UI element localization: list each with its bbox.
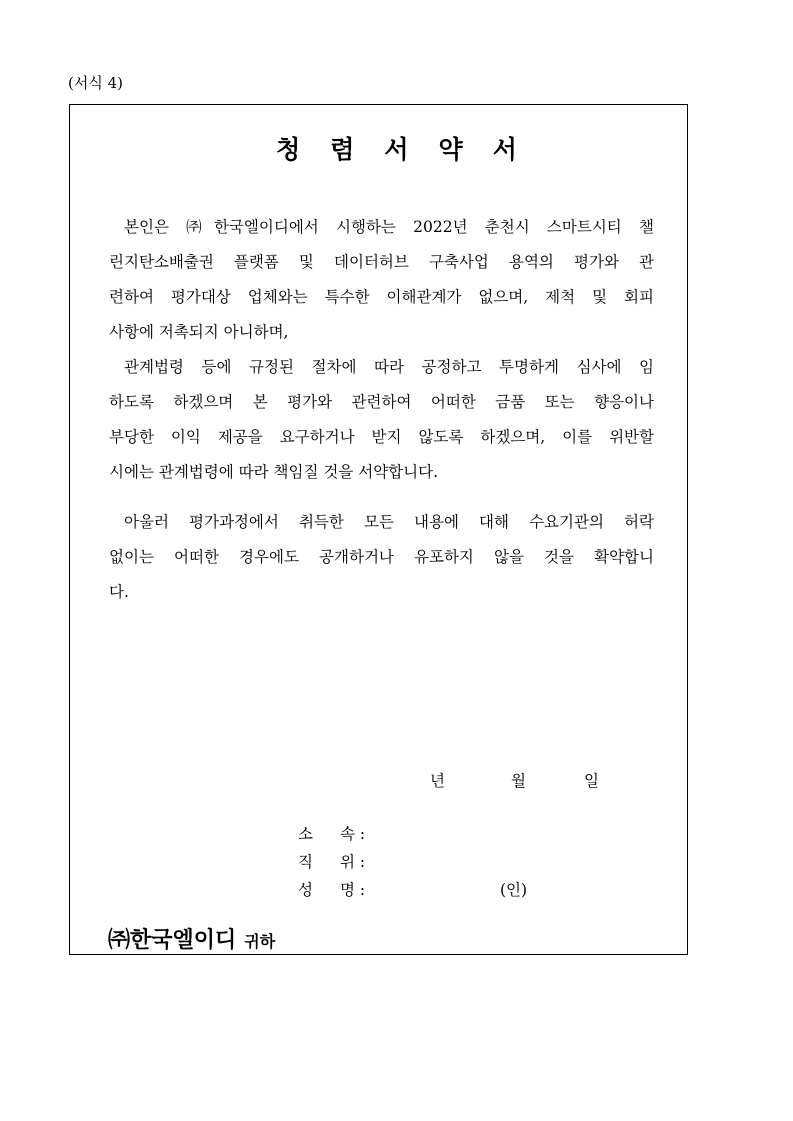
paragraph-line: 하도록 하겠으며 본 평가와 관련하여 어떠한 금품 또는 향응이나 [109, 393, 654, 411]
paragraph-line: 부당한 이익 제공을 요구하거나 받지 않도록 하겠으며, 이를 위반할 [109, 428, 654, 446]
position-label-char: 위 [340, 853, 355, 871]
position-label-char: 직 [298, 853, 313, 871]
addressee-company: ㈜한국엘이디 [108, 928, 237, 953]
affiliation-label-char: 소 [298, 825, 313, 843]
seal-mark: (인) [500, 881, 528, 899]
paragraph-line: 아울러 평가과정에서 취득한 모든 내용에 대해 수요기관의 허락 [124, 513, 654, 531]
paragraph-pledge-fairness [109, 350, 654, 490]
signature-position-row [298, 851, 365, 873]
date-day-label: 일 [584, 772, 599, 790]
paragraph-line: 시에는 관계법령에 따라 책임질 것을 서약합니다. [109, 463, 439, 481]
date-month-label: 월 [511, 772, 526, 790]
affiliation-label-char: 속 [340, 825, 355, 843]
signature-name-row [298, 879, 365, 901]
signature-affiliation-row [298, 823, 365, 845]
form-number: (서식 4) [68, 74, 123, 92]
paragraph-line: 린지탄소배출권 플랫폼 및 데이터허브 구축사업 용역의 평가와 관 [109, 253, 654, 271]
date-year-label: 년 [430, 772, 445, 790]
paragraph-pledge-intro [109, 210, 654, 350]
signature-colon: : [359, 853, 366, 871]
signature-colon: : [359, 825, 366, 843]
paragraph-line: 다. [109, 583, 129, 601]
document-title: 청렴서약서 [276, 135, 547, 164]
signature-colon: : [359, 881, 366, 899]
paragraph-line: 관계법령 등에 규정된 절차에 따라 공정하고 투명하게 심사에 임 [124, 358, 654, 376]
name-label-char: 성 [298, 881, 313, 899]
paragraph-line: 본인은 ㈜한국엘이디에서 시행하는 2022년 춘천시 스마트시티 챌 [124, 218, 654, 236]
paragraph-pledge-confidentiality [109, 505, 654, 610]
name-label-char: 명 [340, 881, 355, 899]
addressee [108, 925, 275, 958]
paragraph-line: 없이는 어떠한 경우에도 공개하거나 유포하지 않을 것을 확약합니 [109, 548, 654, 566]
paragraph-line: 사항에 저촉되지 아니하며, [109, 323, 289, 341]
paragraph-line: 련하여 평가대상 업체와는 특수한 이해관계가 없으며, 제척 및 회피 [109, 288, 654, 306]
addressee-honorific: 귀하 [244, 932, 276, 951]
